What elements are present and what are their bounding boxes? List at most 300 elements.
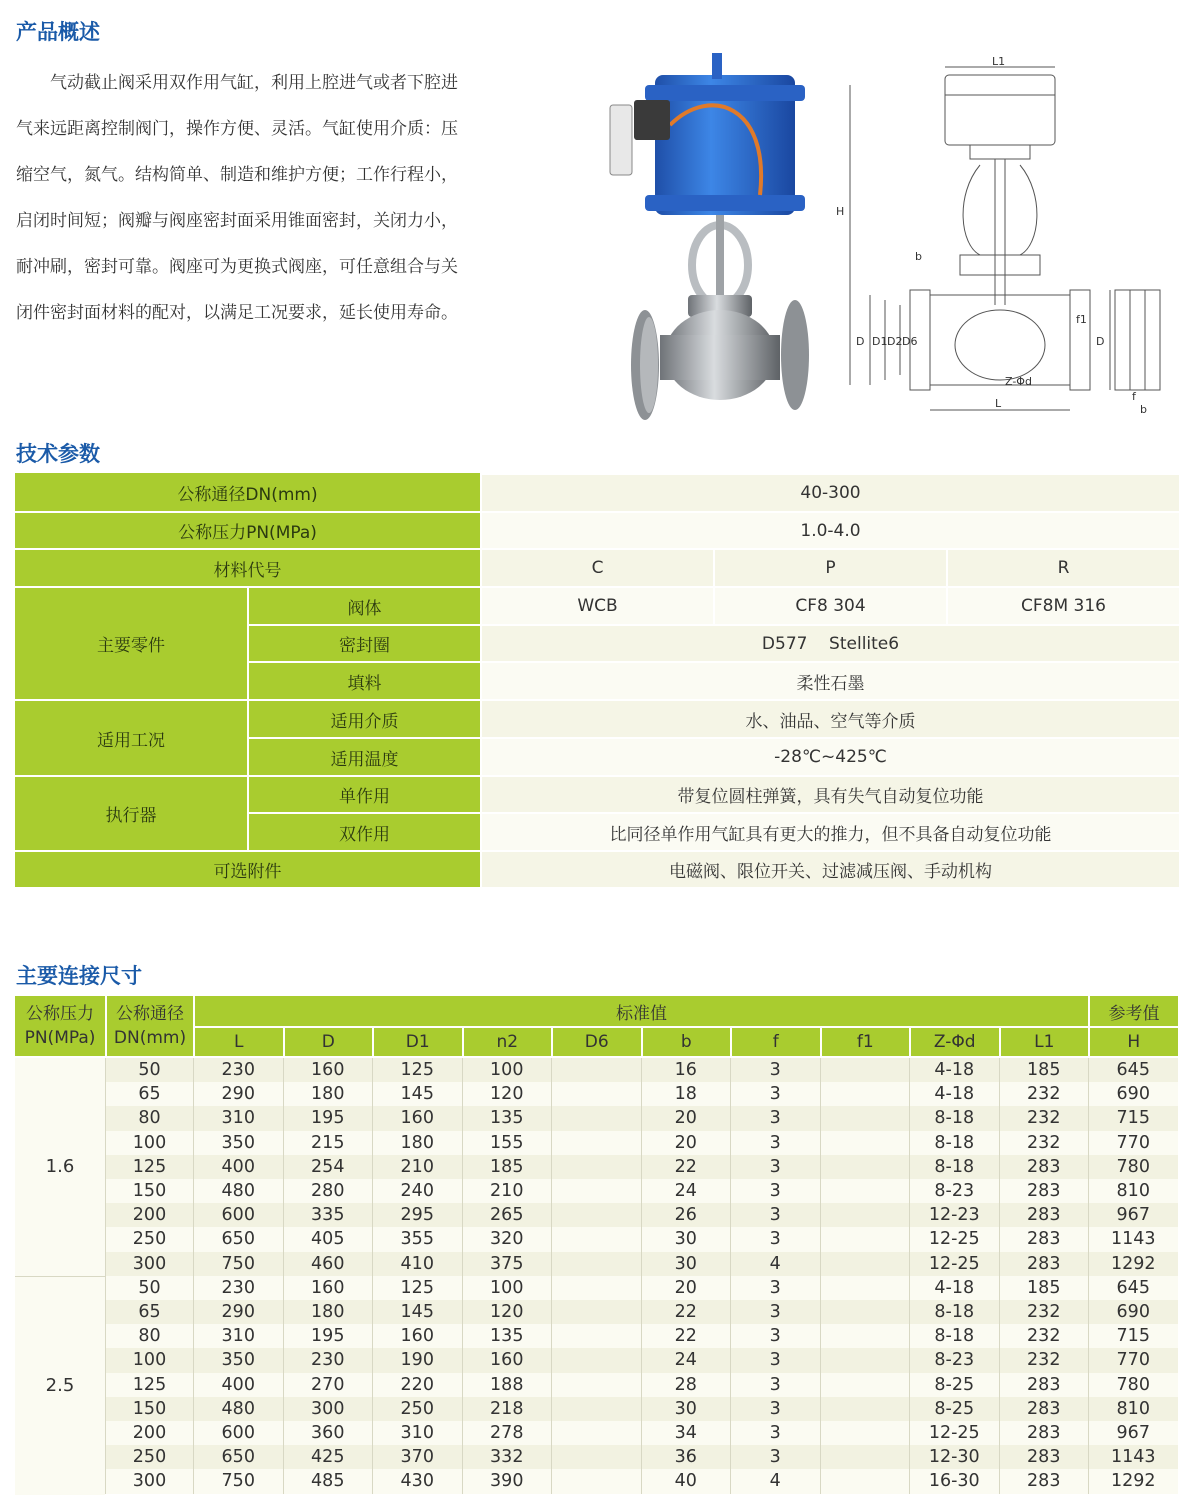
spec-value: 40-300 xyxy=(480,473,1179,511)
spec-label: 密封圈 xyxy=(247,624,480,661)
table-cell: 8-18 xyxy=(909,1106,999,1130)
table-row xyxy=(105,1082,1178,1106)
table-cell: 283 xyxy=(999,1421,1089,1445)
table-cell: 350 xyxy=(193,1348,283,1372)
table-cell: 4-18 xyxy=(909,1058,999,1082)
column-header: f1 xyxy=(820,1026,910,1056)
dn-cell: 300 xyxy=(105,1252,193,1276)
table-cell: 12-25 xyxy=(909,1252,999,1276)
drawing-label: Z-Φd xyxy=(1005,375,1032,388)
dn-cell: 80 xyxy=(105,1106,193,1130)
table-cell: 360 xyxy=(283,1421,373,1445)
table-cell: 3 xyxy=(730,1373,820,1397)
table-row xyxy=(105,1276,1178,1300)
table-cell xyxy=(551,1300,641,1324)
spec-value: CF8M 316 xyxy=(946,586,1179,624)
drawing-label: D xyxy=(856,335,865,348)
table-cell: 190 xyxy=(372,1348,462,1372)
table-row xyxy=(105,1348,1178,1372)
table-cell xyxy=(820,1155,910,1179)
table-cell: 310 xyxy=(193,1324,283,1348)
table-cell: 30 xyxy=(641,1227,731,1251)
table-cell: 185 xyxy=(999,1058,1089,1082)
table-cell: 690 xyxy=(1088,1082,1178,1106)
table-cell: 750 xyxy=(193,1469,283,1493)
table-row xyxy=(105,1324,1178,1348)
spec-label: 填料 xyxy=(247,661,480,699)
table-cell: 780 xyxy=(1088,1373,1178,1397)
table-cell: 3 xyxy=(730,1300,820,1324)
table-cell: 967 xyxy=(1088,1421,1178,1445)
table-cell: 430 xyxy=(372,1469,462,1493)
overview-line: 启闭时间短；阀瓣与阀座密封面采用锥面密封，关闭力小， xyxy=(16,211,458,231)
overview-line: 耐冲刷，密封可靠。阀座可为更换式阀座，可任意组合与关 xyxy=(16,257,458,277)
table-cell: 290 xyxy=(193,1082,283,1106)
table-cell: 283 xyxy=(999,1155,1089,1179)
table-row xyxy=(105,1203,1178,1227)
table-cell: 375 xyxy=(462,1252,552,1276)
table-cell: 770 xyxy=(1088,1131,1178,1155)
table-cell: 24 xyxy=(641,1348,731,1372)
table-cell: 310 xyxy=(193,1106,283,1130)
table-row xyxy=(105,1155,1178,1179)
column-header: Z-Φd xyxy=(909,1026,999,1056)
table-cell: 100 xyxy=(462,1058,552,1082)
table-cell xyxy=(820,1203,910,1227)
table-cell: 188 xyxy=(462,1373,552,1397)
table-cell: 12-30 xyxy=(909,1445,999,1469)
table-cell: 332 xyxy=(462,1445,552,1469)
table-cell: 3 xyxy=(730,1445,820,1469)
overview-line: 缩空气，氮气。结构简单、制造和维护方便；工作行程小， xyxy=(16,165,458,185)
table-cell: 480 xyxy=(193,1397,283,1421)
table-row xyxy=(105,1469,1178,1493)
table-cell: 250 xyxy=(372,1397,462,1421)
table-cell xyxy=(820,1276,910,1300)
table-cell: 3 xyxy=(730,1227,820,1251)
table-cell: 125 xyxy=(372,1058,462,1082)
std-header: 标准值 xyxy=(193,996,1088,1026)
dn-cell: 125 xyxy=(105,1155,193,1179)
overview-line: 气来远距离控制阀门，操作方便、灵活。气缸使用介质：压 xyxy=(16,119,458,139)
column-header: L1 xyxy=(999,1026,1089,1056)
table-cell: 650 xyxy=(193,1227,283,1251)
table-cell: 160 xyxy=(372,1106,462,1130)
table-cell xyxy=(820,1469,910,1493)
spec-label: 公称通径DN(mm) xyxy=(15,473,480,511)
table-cell: 967 xyxy=(1088,1203,1178,1227)
ref-header: 参考值 xyxy=(1088,996,1178,1026)
table-cell: 30 xyxy=(641,1252,731,1276)
table-cell: 180 xyxy=(372,1131,462,1155)
table-cell: 283 xyxy=(999,1203,1089,1227)
table-cell: 160 xyxy=(283,1058,373,1082)
spec-title: 技术参数 xyxy=(16,442,100,466)
table-cell: 283 xyxy=(999,1179,1089,1203)
table-cell: 8-25 xyxy=(909,1397,999,1421)
drawing-label: D6 xyxy=(902,335,918,348)
table-cell: 12-25 xyxy=(909,1421,999,1445)
table-cell: 780 xyxy=(1088,1155,1178,1179)
table-cell xyxy=(820,1082,910,1106)
table-row xyxy=(105,1421,1178,1445)
table-cell xyxy=(820,1058,910,1082)
table-cell: 8-18 xyxy=(909,1155,999,1179)
dn-cell: 50 xyxy=(105,1058,193,1082)
spec-label: 单作用 xyxy=(247,775,480,812)
table-cell xyxy=(820,1227,910,1251)
table-cell: 16 xyxy=(641,1058,731,1082)
table-cell xyxy=(551,1445,641,1469)
table-cell xyxy=(551,1324,641,1348)
table-cell xyxy=(551,1276,641,1300)
table-cell: 195 xyxy=(283,1324,373,1348)
table-cell: 715 xyxy=(1088,1106,1178,1130)
table-cell xyxy=(820,1252,910,1276)
table-cell: 100 xyxy=(462,1276,552,1300)
spec-value: P xyxy=(713,548,946,586)
dims-title: 主要连接尺寸 xyxy=(16,964,142,988)
dn-cell: 50 xyxy=(105,1276,193,1300)
spec-value: WCB xyxy=(480,586,713,624)
table-cell xyxy=(551,1155,641,1179)
table-cell xyxy=(551,1421,641,1445)
table-cell: 24 xyxy=(641,1179,731,1203)
table-cell xyxy=(820,1445,910,1469)
table-row xyxy=(105,1179,1178,1203)
column-header: D xyxy=(283,1026,373,1056)
spec-value: 1.0-4.0 xyxy=(480,511,1179,548)
table-cell: 4 xyxy=(730,1469,820,1493)
table-cell: 8-18 xyxy=(909,1324,999,1348)
table-cell xyxy=(551,1373,641,1397)
table-cell: 232 xyxy=(999,1348,1089,1372)
table-cell: 1143 xyxy=(1088,1445,1178,1469)
table-cell: 650 xyxy=(193,1445,283,1469)
table-cell: 3 xyxy=(730,1106,820,1130)
spec-label: 适用介质 xyxy=(247,699,480,737)
table-cell: 215 xyxy=(283,1131,373,1155)
table-cell xyxy=(551,1106,641,1130)
table-cell xyxy=(820,1397,910,1421)
spec-group-label: 主要零件 xyxy=(15,586,247,699)
table-cell: 34 xyxy=(641,1421,731,1445)
table-cell: 3 xyxy=(730,1397,820,1421)
table-cell: 283 xyxy=(999,1227,1089,1251)
table-row xyxy=(105,1397,1178,1421)
table-cell xyxy=(820,1421,910,1445)
table-cell: 232 xyxy=(999,1300,1089,1324)
valve-product-image xyxy=(600,45,815,430)
table-cell xyxy=(551,1179,641,1203)
spec-value: -28℃~425℃ xyxy=(480,737,1179,775)
table-cell xyxy=(551,1058,641,1082)
table-cell: 8-18 xyxy=(909,1131,999,1155)
table-cell: 20 xyxy=(641,1131,731,1155)
table-cell: 810 xyxy=(1088,1397,1178,1421)
table-row xyxy=(105,1106,1178,1130)
column-header: D6 xyxy=(551,1026,641,1056)
table-cell: 12-25 xyxy=(909,1227,999,1251)
table-cell: 232 xyxy=(999,1106,1089,1130)
drawing-label: L xyxy=(995,397,1002,410)
spec-label: 材料代号 xyxy=(15,548,480,586)
table-cell: 232 xyxy=(999,1131,1089,1155)
table-cell: 690 xyxy=(1088,1300,1178,1324)
table-cell: 750 xyxy=(193,1252,283,1276)
table-cell: 460 xyxy=(283,1252,373,1276)
table-cell: 3 xyxy=(730,1155,820,1179)
table-cell: 254 xyxy=(283,1155,373,1179)
table-row xyxy=(105,1131,1178,1155)
table-row xyxy=(105,1252,1178,1276)
table-cell: 283 xyxy=(999,1373,1089,1397)
table-cell: 4-18 xyxy=(909,1082,999,1106)
column-header: f xyxy=(730,1026,820,1056)
table-cell xyxy=(820,1300,910,1324)
dn-header: 公称通径 DN(mm) xyxy=(105,996,193,1056)
table-cell: 135 xyxy=(462,1106,552,1130)
table-row xyxy=(105,1227,1178,1251)
table-cell: 300 xyxy=(283,1397,373,1421)
drawing-label: H xyxy=(836,205,845,218)
table-cell: 180 xyxy=(283,1082,373,1106)
table-cell: 1292 xyxy=(1088,1252,1178,1276)
spec-value: R xyxy=(946,548,1179,586)
table-cell: 22 xyxy=(641,1300,731,1324)
overview-title: 产品概述 xyxy=(16,20,100,44)
table-cell: 120 xyxy=(462,1082,552,1106)
table-cell: 30 xyxy=(641,1397,731,1421)
table-cell: 400 xyxy=(193,1373,283,1397)
spec-value: 带复位圆柱弹簧，具有失气自动复位功能 xyxy=(480,775,1179,812)
table-cell xyxy=(820,1131,910,1155)
drawing-label: f xyxy=(1132,390,1136,403)
dn-cell: 100 xyxy=(105,1348,193,1372)
column-header: b xyxy=(641,1026,731,1056)
table-cell: 8-18 xyxy=(909,1300,999,1324)
spec-label: 可选附件 xyxy=(15,850,480,887)
drawing-label: b xyxy=(1140,403,1147,416)
table-cell: 270 xyxy=(283,1373,373,1397)
table-cell: 180 xyxy=(283,1300,373,1324)
table-cell: 335 xyxy=(283,1203,373,1227)
table-cell: 22 xyxy=(641,1324,731,1348)
table-cell: 290 xyxy=(193,1300,283,1324)
table-cell: 390 xyxy=(462,1469,552,1493)
column-header: L xyxy=(193,1026,283,1056)
overview-text xyxy=(16,60,526,336)
table-cell: 36 xyxy=(641,1445,731,1469)
table-cell: 600 xyxy=(193,1421,283,1445)
table-cell xyxy=(820,1324,910,1348)
table-cell: 280 xyxy=(283,1179,373,1203)
spec-value: 比同径单作用气缸具有更大的推力，但不具备自动复位功能 xyxy=(480,812,1179,850)
table-cell: 278 xyxy=(462,1421,552,1445)
table-cell: 8-23 xyxy=(909,1179,999,1203)
dn-cell: 200 xyxy=(105,1421,193,1445)
table-cell: 1143 xyxy=(1088,1227,1178,1251)
spec-label: 双作用 xyxy=(247,812,480,850)
table-cell: 210 xyxy=(372,1155,462,1179)
table-cell: 425 xyxy=(283,1445,373,1469)
table-cell: 145 xyxy=(372,1082,462,1106)
spec-label: 适用温度 xyxy=(247,737,480,775)
table-cell: 3 xyxy=(730,1131,820,1155)
table-cell: 3 xyxy=(730,1421,820,1445)
table-cell: 283 xyxy=(999,1469,1089,1493)
table-cell xyxy=(551,1203,641,1227)
table-cell: 8-25 xyxy=(909,1373,999,1397)
column-header: H xyxy=(1088,1026,1178,1056)
table-cell: 480 xyxy=(193,1179,283,1203)
table-cell xyxy=(551,1252,641,1276)
table-cell: 310 xyxy=(372,1421,462,1445)
table-cell: 145 xyxy=(372,1300,462,1324)
spec-table xyxy=(15,473,1179,887)
table-cell: 40 xyxy=(641,1469,731,1493)
table-cell: 400 xyxy=(193,1155,283,1179)
spec-label: 公称压力PN(MPa) xyxy=(15,511,480,548)
table-cell: 230 xyxy=(283,1348,373,1372)
table-cell: 283 xyxy=(999,1445,1089,1469)
table-cell: 185 xyxy=(999,1276,1089,1300)
table-cell: 715 xyxy=(1088,1324,1178,1348)
table-cell: 3 xyxy=(730,1179,820,1203)
overview-line: 闭件密封面材料的配对，以满足工况要求，延长使用寿命。 xyxy=(16,303,458,323)
drawing-label: b xyxy=(915,250,922,263)
table-cell: 195 xyxy=(283,1106,373,1130)
table-cell: 230 xyxy=(193,1058,283,1082)
table-cell: 283 xyxy=(999,1397,1089,1421)
table-cell: 283 xyxy=(999,1252,1089,1276)
table-cell: 135 xyxy=(462,1324,552,1348)
table-cell: 210 xyxy=(462,1179,552,1203)
table-cell: 350 xyxy=(193,1131,283,1155)
dn-cell: 300 xyxy=(105,1469,193,1493)
dn-cell: 80 xyxy=(105,1324,193,1348)
table-cell: 26 xyxy=(641,1203,731,1227)
table-cell: 12-23 xyxy=(909,1203,999,1227)
spec-value: 水、油品、空气等介质 xyxy=(480,699,1179,737)
table-cell xyxy=(551,1131,641,1155)
column-header: D1 xyxy=(372,1026,462,1056)
dn-cell: 150 xyxy=(105,1397,193,1421)
pn-group-label: 2.5 xyxy=(15,1276,105,1495)
spec-group-label: 执行器 xyxy=(15,775,247,850)
table-cell: 20 xyxy=(641,1276,731,1300)
table-cell xyxy=(820,1106,910,1130)
table-cell: 28 xyxy=(641,1373,731,1397)
drawing-label: D2 xyxy=(887,335,903,348)
table-cell: 3 xyxy=(730,1082,820,1106)
dn-cell: 65 xyxy=(105,1082,193,1106)
table-cell: 600 xyxy=(193,1203,283,1227)
table-cell: 645 xyxy=(1088,1276,1178,1300)
table-cell: 230 xyxy=(193,1276,283,1300)
dn-cell: 125 xyxy=(105,1373,193,1397)
table-row xyxy=(105,1300,1178,1324)
valve-dimension-drawing xyxy=(830,55,1180,425)
table-cell: 1292 xyxy=(1088,1469,1178,1493)
table-cell: 645 xyxy=(1088,1058,1178,1082)
table-cell: 4-18 xyxy=(909,1276,999,1300)
spec-value: 柔性石墨 xyxy=(480,661,1179,699)
dn-cell: 200 xyxy=(105,1203,193,1227)
table-cell: 18 xyxy=(641,1082,731,1106)
spec-value: CF8 304 xyxy=(713,586,946,624)
table-cell: 160 xyxy=(283,1276,373,1300)
spec-value: C xyxy=(480,548,713,586)
spec-value: 电磁阀、限位开关、过滤减压阀、手动机构 xyxy=(480,850,1179,887)
table-cell xyxy=(551,1397,641,1421)
table-cell xyxy=(551,1082,641,1106)
drawing-label: L1 xyxy=(992,55,1006,68)
table-cell: 485 xyxy=(283,1469,373,1493)
table-cell: 20 xyxy=(641,1106,731,1130)
table-cell: 155 xyxy=(462,1131,552,1155)
table-row xyxy=(105,1058,1178,1082)
dn-cell: 150 xyxy=(105,1179,193,1203)
table-cell: 160 xyxy=(372,1324,462,1348)
table-cell: 3 xyxy=(730,1324,820,1348)
dn-cell: 65 xyxy=(105,1300,193,1324)
column-header: n2 xyxy=(462,1026,552,1056)
spec-label: 阀体 xyxy=(247,586,480,624)
table-cell: 185 xyxy=(462,1155,552,1179)
table-cell: 232 xyxy=(999,1082,1089,1106)
dn-cell: 100 xyxy=(105,1131,193,1155)
table-cell xyxy=(551,1348,641,1372)
table-row xyxy=(105,1445,1178,1469)
table-row xyxy=(105,1373,1178,1397)
drawing-label: f1 xyxy=(1076,313,1087,326)
table-cell: 22 xyxy=(641,1155,731,1179)
table-cell: 3 xyxy=(730,1058,820,1082)
table-cell: 160 xyxy=(462,1348,552,1372)
table-cell xyxy=(551,1469,641,1493)
table-cell: 3 xyxy=(730,1276,820,1300)
table-cell: 770 xyxy=(1088,1348,1178,1372)
pn-header: 公称压力 PN(MPa) xyxy=(15,996,105,1056)
table-cell: 320 xyxy=(462,1227,552,1251)
table-cell: 218 xyxy=(462,1397,552,1421)
table-cell xyxy=(820,1179,910,1203)
overview-line: 气动截止阀采用双作用气缸，利用上腔进气或者下腔进 xyxy=(50,73,458,93)
table-cell xyxy=(551,1227,641,1251)
table-cell: 355 xyxy=(372,1227,462,1251)
table-cell: 220 xyxy=(372,1373,462,1397)
table-cell: 240 xyxy=(372,1179,462,1203)
table-cell: 3 xyxy=(730,1348,820,1372)
table-cell: 232 xyxy=(999,1324,1089,1348)
table-cell: 265 xyxy=(462,1203,552,1227)
table-cell: 810 xyxy=(1088,1179,1178,1203)
table-cell: 3 xyxy=(730,1203,820,1227)
table-cell: 125 xyxy=(372,1276,462,1300)
dn-cell: 250 xyxy=(105,1445,193,1469)
table-cell: 8-23 xyxy=(909,1348,999,1372)
table-cell xyxy=(820,1348,910,1372)
table-cell: 410 xyxy=(372,1252,462,1276)
drawing-label: D1 xyxy=(872,335,888,348)
spec-value: D577 Stellite6 xyxy=(480,624,1179,661)
table-cell: 4 xyxy=(730,1252,820,1276)
pn-group-label: 1.6 xyxy=(15,1058,105,1276)
drawing-label: D xyxy=(1096,335,1105,348)
dn-cell: 250 xyxy=(105,1227,193,1251)
table-cell: 16-30 xyxy=(909,1469,999,1493)
